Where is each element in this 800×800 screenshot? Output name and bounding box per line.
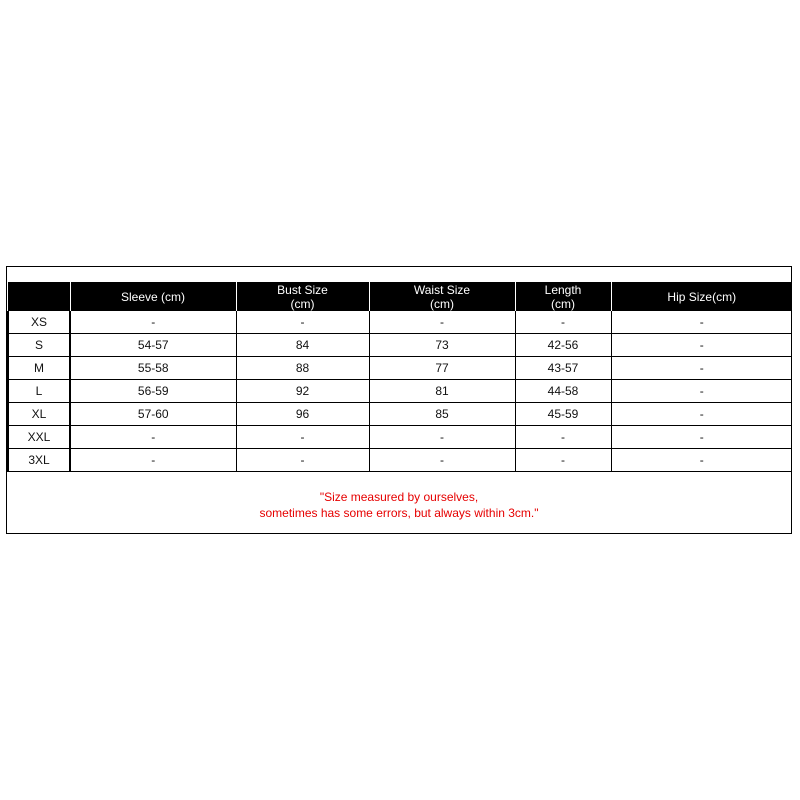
header-sleeve xyxy=(70,282,236,311)
header-line: Length xyxy=(544,282,582,297)
header-line: Sleeve (cm) xyxy=(120,289,185,304)
measurement-cell: - xyxy=(611,334,792,357)
measurement-cell: - xyxy=(611,380,792,403)
measurement-cell: - xyxy=(369,449,515,472)
size-label-cell: L xyxy=(8,380,70,403)
header-line: Hip Size(cm) xyxy=(667,289,737,304)
table-row xyxy=(8,334,792,357)
measurement-cell: - xyxy=(515,449,611,472)
measurement-cell: - xyxy=(515,426,611,449)
measurement-cell: - xyxy=(236,311,369,334)
table-row xyxy=(8,357,792,380)
size-label-cell: S xyxy=(8,334,70,357)
measurement-cell: - xyxy=(236,426,369,449)
measurement-cell: - xyxy=(515,311,611,334)
size-label-cell: XXL xyxy=(8,426,70,449)
header-line: (cm) xyxy=(551,296,575,311)
size-label-cell: XS xyxy=(8,311,70,334)
measurement-cell: 88 xyxy=(236,357,369,380)
table-row xyxy=(8,403,792,426)
measurement-cell: - xyxy=(70,449,236,472)
measurement-cell: 84 xyxy=(236,334,369,357)
header-bust xyxy=(236,282,369,311)
header-row xyxy=(8,282,792,311)
measurement-cell: - xyxy=(611,449,792,472)
size-chart xyxy=(6,266,792,534)
table-row xyxy=(8,426,792,449)
measurement-cell: 55-58 xyxy=(70,357,236,380)
measurement-cell: - xyxy=(70,426,236,449)
measurement-cell: - xyxy=(611,311,792,334)
measurement-cell: 54-57 xyxy=(70,334,236,357)
measurement-cell: 85 xyxy=(369,403,515,426)
table-row xyxy=(8,311,792,334)
measurement-cell: 43-57 xyxy=(515,357,611,380)
measurement-cell: 73 xyxy=(369,334,515,357)
measurement-cell: - xyxy=(236,449,369,472)
measurement-cell: 45-59 xyxy=(515,403,611,426)
note-line: "Size measured by ourselves, xyxy=(319,490,479,504)
measurement-cell: - xyxy=(70,311,236,334)
measurement-cell: 81 xyxy=(369,380,515,403)
measurement-cell: 57-60 xyxy=(70,403,236,426)
header-waist xyxy=(369,282,515,311)
header-line: (cm) xyxy=(430,296,454,311)
measurement-cell: - xyxy=(369,311,515,334)
size-label-cell: XL xyxy=(8,403,70,426)
header-hip xyxy=(611,282,792,311)
measurement-cell: 77 xyxy=(369,357,515,380)
measurement-cell: 96 xyxy=(236,403,369,426)
header-length xyxy=(515,282,611,311)
size-disclaimer-note xyxy=(7,489,791,521)
measurement-cell: - xyxy=(369,426,515,449)
measurement-cell: 44-58 xyxy=(515,380,611,403)
note-line: sometimes has some errors, but always within 3cm." xyxy=(259,506,539,520)
measurement-cell: - xyxy=(611,403,792,426)
header-size-corner xyxy=(8,282,70,311)
header-line: Bust Size xyxy=(277,282,328,297)
measurement-cell: - xyxy=(611,357,792,380)
table-row xyxy=(8,449,792,472)
header-line: (cm) xyxy=(290,296,315,311)
measurement-cell: - xyxy=(611,426,792,449)
measurement-cell: 56-59 xyxy=(70,380,236,403)
table-row xyxy=(8,380,792,403)
size-label-cell: M xyxy=(8,357,70,380)
size-label-cell: 3XL xyxy=(8,449,70,472)
measurement-cell: 92 xyxy=(236,380,369,403)
size-table xyxy=(7,282,792,472)
header-line: Waist Size xyxy=(413,282,471,297)
measurement-cell: 42-56 xyxy=(515,334,611,357)
